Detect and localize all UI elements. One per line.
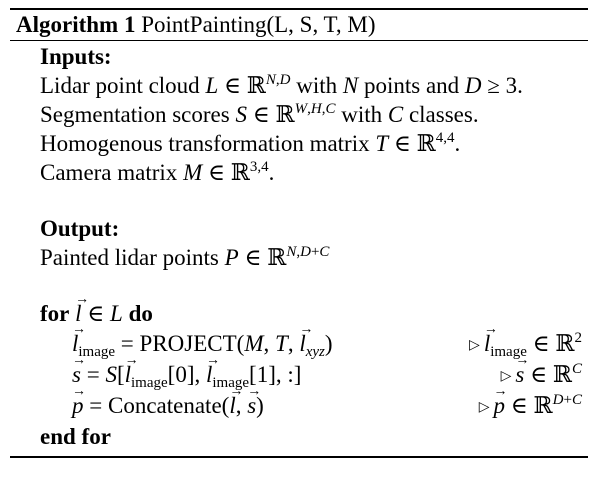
input-line-transform: Homogenous transformation matrix T ∈ ℝ$^{4,4}$. [40,130,461,156]
algorithm-name: PointPainting(L, S, T, M) [141,12,376,37]
score-statement: → $s = S[\to l_{image}[0]$, → $l_{image}[1]$, :] [72,361,301,389]
project-comment: ▷→ $l_{image}$ ∈ ℝ$^2$ [469,330,582,360]
top-rule [10,8,588,10]
algorithm-label: Algorithm 1 [16,12,136,37]
project-statement: → $l_{image}$ = PROJECT(M, T, → $l_{xyz}$) [72,330,333,358]
score-comment: ▷→ s ∈ ℝ$^C$ [501,361,582,391]
for-keyword: for [40,301,70,326]
concat-statement: → p = Concatenate(→ l, → s) [72,392,264,420]
input-line-lidar: Lidar point cloud L ∈ ℝ$^{N,D}$ with N points and D ≥ 3. [40,72,523,98]
title-rule [10,40,588,41]
input-line-segmentation: Segmentation scores S ∈ ℝ$^{W,H,C}$ with C classes. [40,101,479,127]
output-heading: Output: [40,216,120,241]
do-keyword: do [128,301,153,326]
output-line: Painted lidar points P ∈ ℝ$^{N,D+C}$ [40,244,330,270]
input-line-camera: Camera matrix M ∈ ℝ$^{3,4}$. [40,159,275,185]
bottom-rule [10,456,588,458]
algorithm-title [16,11,376,39]
for-line: for → l ∈ L do [40,300,153,328]
concat-comment: ▷→ p ∈ ℝ$^{D+C}$ [479,392,582,422]
inputs-heading: Inputs: [40,44,112,69]
end-for-keyword: end for [40,424,111,449]
